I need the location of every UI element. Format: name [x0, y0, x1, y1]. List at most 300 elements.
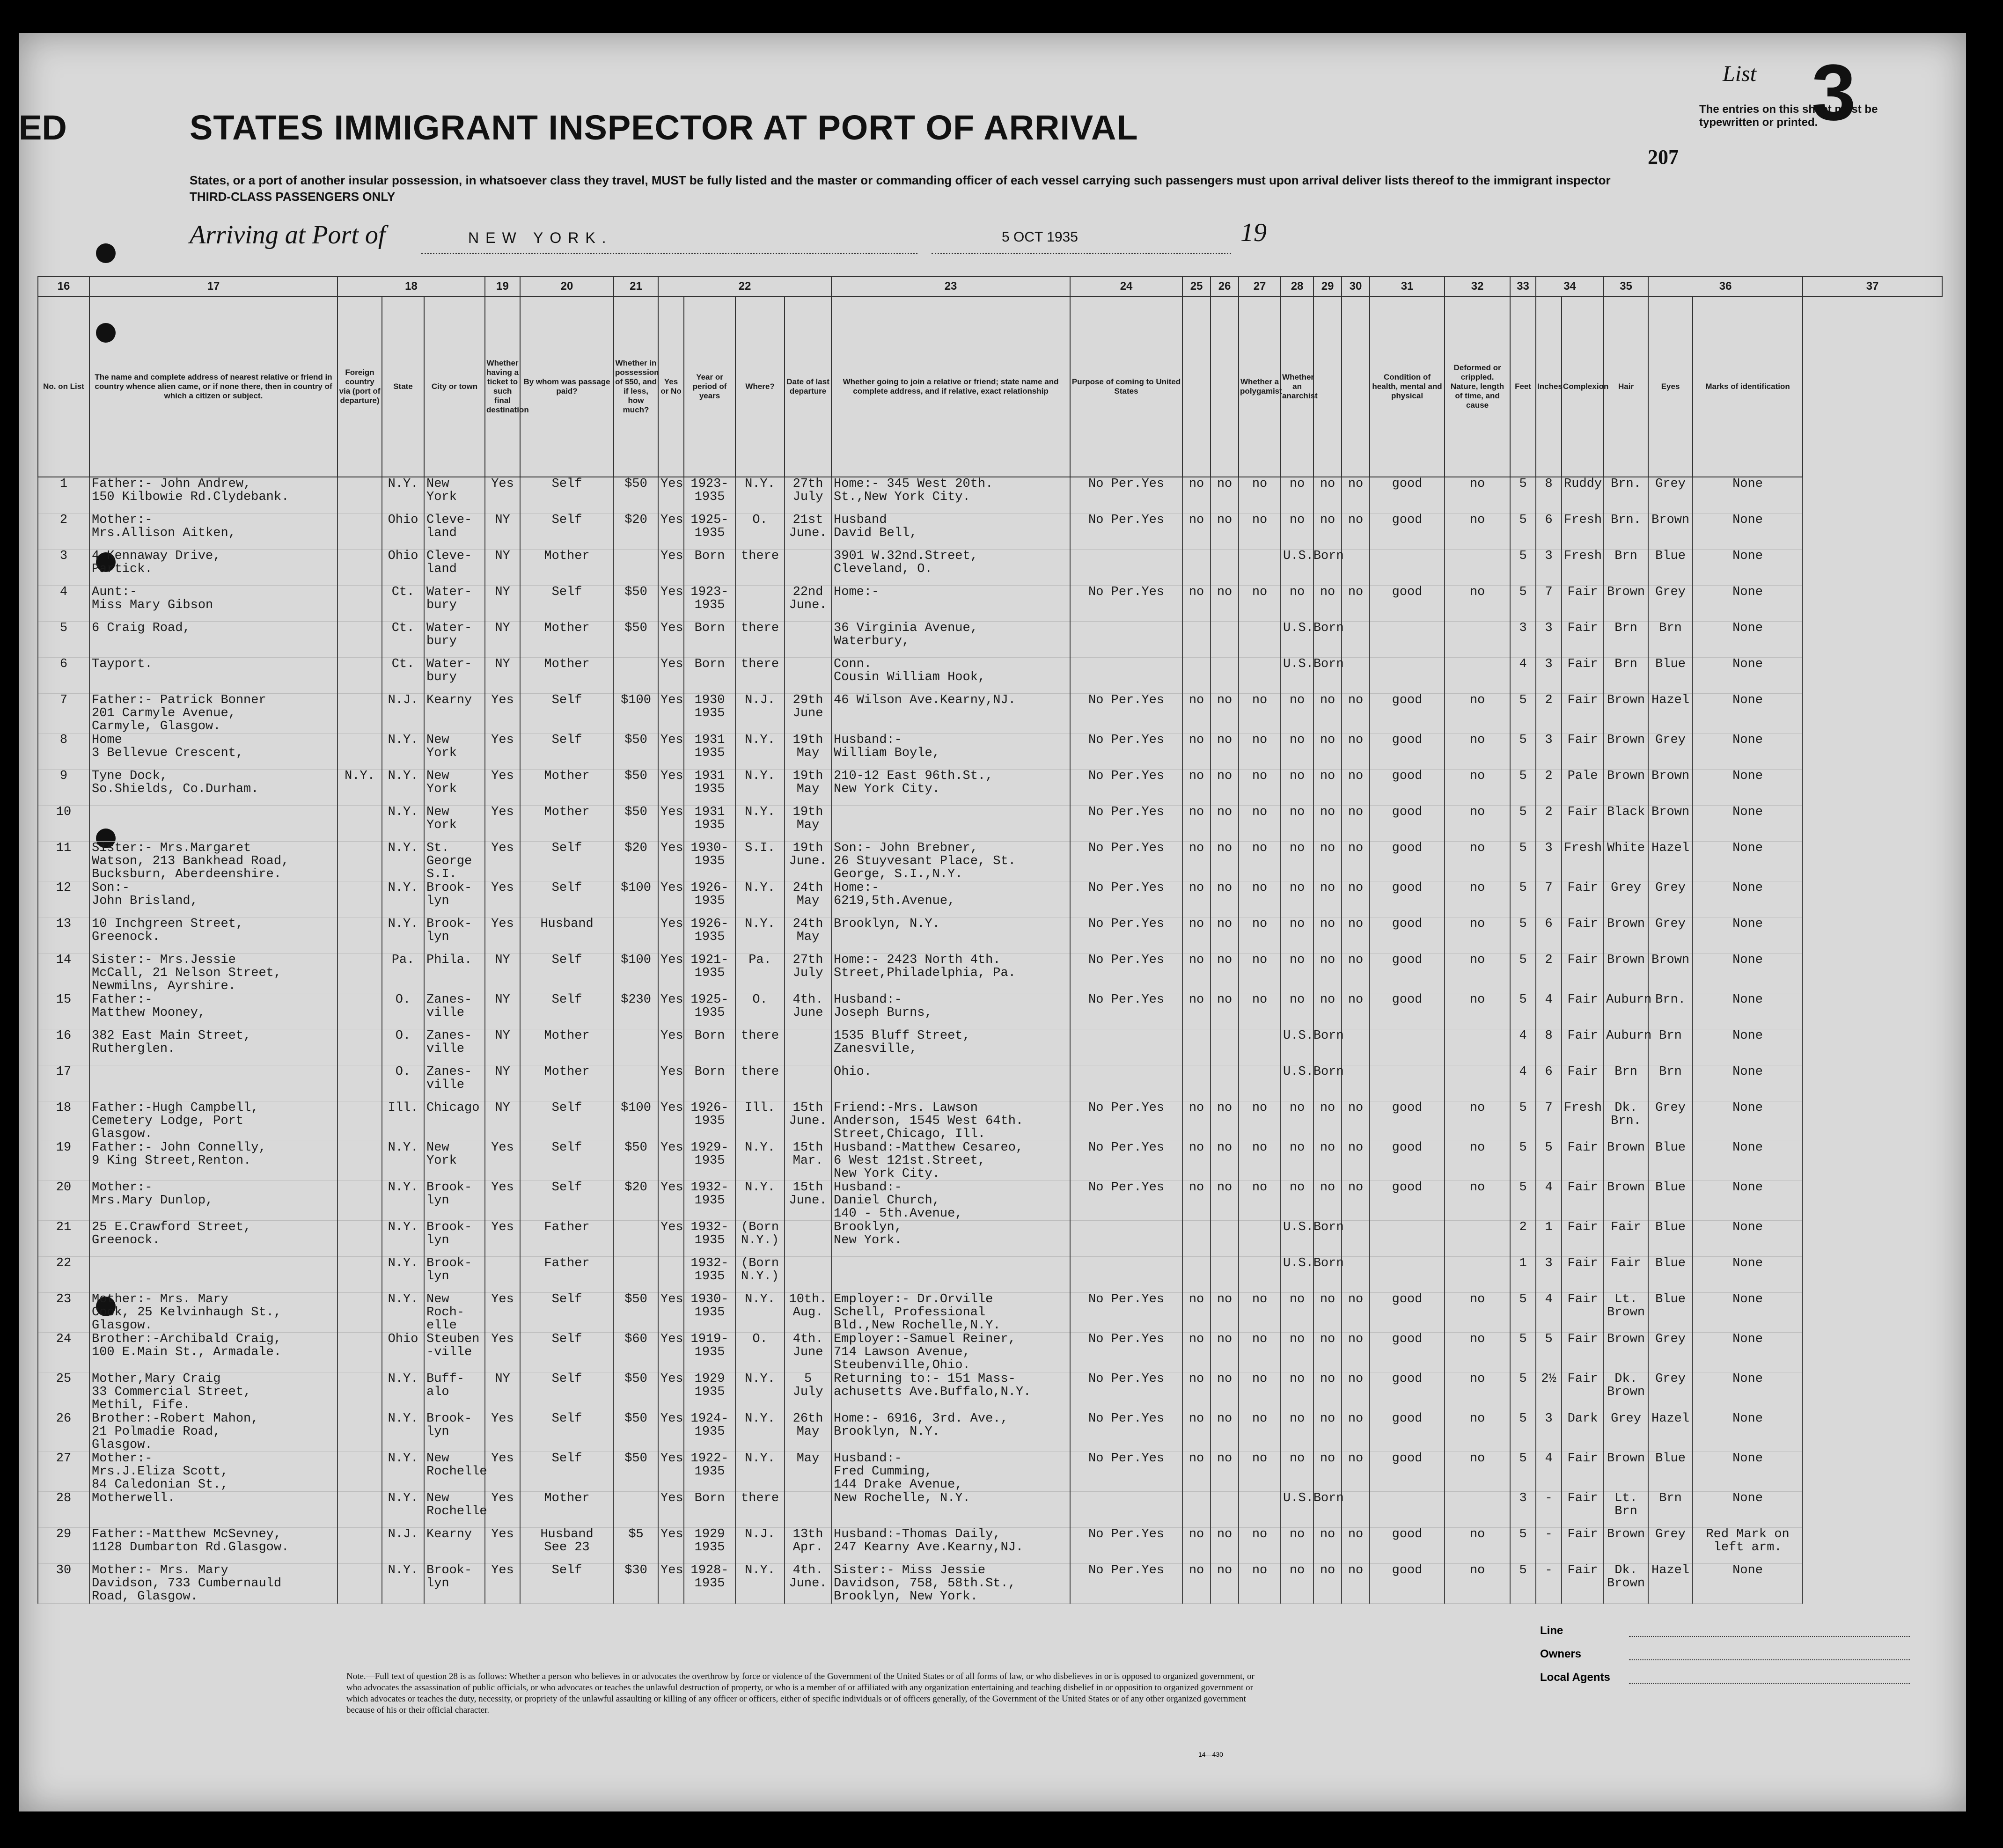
cell-no: 21 — [38, 1221, 89, 1257]
cell-before: Yes — [658, 1181, 684, 1221]
cell-25: no — [1182, 1181, 1211, 1221]
cell-paid: Father — [520, 1221, 614, 1257]
cell-25: no — [1182, 694, 1211, 733]
cell-state: N.Y. — [382, 1564, 424, 1604]
cell-before: Yes — [658, 1101, 684, 1141]
cell-state: N.Y. — [382, 1293, 424, 1333]
cell-state: N.J. — [382, 1528, 424, 1564]
cell-28: U.S.Born — [1281, 658, 1313, 694]
cell-hair: Auburn — [1604, 1029, 1648, 1065]
cell-hair: Brn. — [1604, 513, 1648, 550]
cell-departure: 4th. June — [785, 1333, 831, 1372]
cell-purpose: No Per.Yes — [1070, 1293, 1182, 1333]
cell-marks: None — [1693, 1412, 1803, 1452]
agents-label: Local Agents — [1540, 1671, 1610, 1684]
cell-foreign — [338, 1029, 382, 1065]
cell-29: no — [1313, 1141, 1342, 1181]
cell-eyes: Grey — [1648, 1333, 1693, 1372]
cell-26 — [1211, 658, 1239, 694]
cell-purpose — [1070, 1257, 1182, 1293]
cell-city: New York — [424, 477, 485, 513]
cell-where: O. — [735, 993, 785, 1029]
cell-paid: Self — [520, 477, 614, 513]
cell-state: Ohio — [382, 1333, 424, 1372]
cell-25: no — [1182, 1333, 1211, 1372]
cell-purpose: No Per.Yes — [1070, 1452, 1182, 1492]
cell-feet: 5 — [1510, 550, 1536, 586]
cell-money: $30 — [614, 1564, 658, 1604]
cell-relative: Mother:- Mrs.J.Eliza Scott, 84 Caledonian St., — [89, 1452, 338, 1492]
cell-no: 16 — [38, 1029, 89, 1065]
cell-departure: 24th May — [785, 881, 831, 917]
cell-marks: None — [1693, 1564, 1803, 1604]
cell-joining: 210-12 East 96th.St., New York City. — [831, 770, 1070, 806]
header-polygamist: Whether a polygamist — [1239, 296, 1281, 477]
cell-joining: Husband:-Thomas Daily, 247 Kearny Ave.Kearny,NJ. — [831, 1528, 1070, 1564]
cell-eyes: Grey — [1648, 1101, 1693, 1141]
cell-relative: Father:- John Andrew, 150 Kilbowie Rd.Clydebank. — [89, 477, 338, 513]
cell-complexion: Fair — [1562, 1293, 1604, 1333]
cell-27: no — [1239, 1181, 1281, 1221]
header-complexion: Complexion — [1562, 296, 1604, 477]
cell-inches: 3 — [1536, 842, 1562, 881]
cell-foreign — [338, 806, 382, 842]
cell-joining: 46 Wilson Ave.Kearny,NJ. — [831, 694, 1070, 733]
cell-inches: 3 — [1536, 733, 1562, 770]
cell-state: N.Y. — [382, 1372, 424, 1412]
cell-city: Zanes- ville — [424, 1065, 485, 1101]
cell-28: no — [1281, 1564, 1313, 1604]
cell-foreign — [338, 1101, 382, 1141]
cell-where: there — [735, 1065, 785, 1101]
cell-city: Chicago — [424, 1101, 485, 1141]
cell-feet: 5 — [1510, 733, 1536, 770]
cell-state: N.Y. — [382, 1141, 424, 1181]
cell-28: no — [1281, 513, 1313, 550]
cell-years: 1930- 1935 — [684, 842, 735, 881]
cell-25 — [1182, 622, 1211, 658]
cell-relative: Mother:- Mrs. Mary Cook, 25 Kelvinhaugh St., Glasgow. — [89, 1293, 338, 1333]
cell-28: no — [1281, 1333, 1313, 1372]
cell-inches: 3 — [1536, 550, 1562, 586]
cell-joining: Husband David Bell, — [831, 513, 1070, 550]
cell-complexion: Fair — [1562, 1181, 1604, 1221]
cell-inches: 3 — [1536, 1412, 1562, 1452]
cell-where: there — [735, 658, 785, 694]
cell-departure — [785, 1492, 831, 1528]
cell-27 — [1239, 1029, 1281, 1065]
cell-28: no — [1281, 733, 1313, 770]
cell-departure — [785, 658, 831, 694]
cell-no: 13 — [38, 917, 89, 953]
cell-feet: 4 — [1510, 1029, 1536, 1065]
cell-27: no — [1239, 513, 1281, 550]
cell-complexion: Fair — [1562, 881, 1604, 917]
cell-26: no — [1211, 1564, 1239, 1604]
cell-inches: 7 — [1536, 881, 1562, 917]
cell-eyes: Brn — [1648, 1492, 1693, 1528]
table-row — [38, 1181, 1942, 1221]
cell-eyes: Blue — [1648, 1141, 1693, 1181]
cell-feet: 5 — [1510, 694, 1536, 733]
cell-27: no — [1239, 1528, 1281, 1564]
class-line: THIRD-CLASS PASSENGERS ONLY — [190, 190, 396, 204]
cell-foreign — [338, 953, 382, 993]
cell-27: no — [1239, 1452, 1281, 1492]
cell-departure: 19th May — [785, 770, 831, 806]
cell-complexion: Fair — [1562, 694, 1604, 733]
header-purpose: Purpose of coming to United States — [1070, 296, 1182, 477]
cell-deformed: no — [1445, 1564, 1510, 1604]
cell-feet: 2 — [1510, 1221, 1536, 1257]
cell-city: Water- bury — [424, 622, 485, 658]
cell-25 — [1182, 1065, 1211, 1101]
cell-30-31: no — [1342, 842, 1370, 881]
cell-before — [658, 1257, 684, 1293]
cell-marks: None — [1693, 513, 1803, 550]
cell-health: good — [1370, 477, 1445, 513]
cell-departure: 4th. June — [785, 993, 831, 1029]
cell-27 — [1239, 1492, 1281, 1528]
cell-eyes: Grey — [1648, 1528, 1693, 1564]
cell-feet: 5 — [1510, 953, 1536, 993]
cell-30-31 — [1342, 550, 1370, 586]
cell-26: no — [1211, 1372, 1239, 1412]
cell-marks: None — [1693, 1452, 1803, 1492]
cell-years: Born — [684, 658, 735, 694]
cell-27: no — [1239, 842, 1281, 881]
col-number: 29 — [1313, 277, 1342, 296]
cell-city: Brook- lyn — [424, 881, 485, 917]
cell-no: 29 — [38, 1528, 89, 1564]
cell-30-31 — [1342, 1029, 1370, 1065]
cell-ticket: Yes — [485, 1564, 520, 1604]
col-number: 32 — [1445, 277, 1510, 296]
cell-relative: Mother:- Mrs. Mary Davidson, 733 Cumbernauld Road, Glasgow. — [89, 1564, 338, 1604]
cell-money — [614, 550, 658, 586]
cell-purpose: No Per.Yes — [1070, 1141, 1182, 1181]
cell-foreign — [338, 1528, 382, 1564]
cell-complexion: Fresh — [1562, 550, 1604, 586]
table-row — [38, 993, 1942, 1029]
cell-27: no — [1239, 477, 1281, 513]
cell-complexion: Fair — [1562, 1029, 1604, 1065]
cell-ticket: NY — [485, 622, 520, 658]
cell-paid: Self — [520, 1333, 614, 1372]
cell-30-31: no — [1342, 1372, 1370, 1412]
table-row — [38, 658, 1942, 694]
cell-no: 12 — [38, 881, 89, 917]
cell-26: no — [1211, 1412, 1239, 1452]
cell-joining: Home:- — [831, 586, 1070, 622]
cell-no: 28 — [38, 1492, 89, 1528]
cell-relative: Father:- Matthew Mooney, — [89, 993, 338, 1029]
passenger-manifest-table — [37, 276, 1943, 1604]
cell-feet: 1 — [1510, 1257, 1536, 1293]
cell-26: no — [1211, 1101, 1239, 1141]
cell-city: New York — [424, 770, 485, 806]
cell-inches: 7 — [1536, 586, 1562, 622]
cell-where: N.Y. — [735, 477, 785, 513]
cell-30-31: no — [1342, 917, 1370, 953]
cell-ticket: Yes — [485, 694, 520, 733]
header-col-26 — [1211, 296, 1239, 477]
cell-purpose: No Per.Yes — [1070, 806, 1182, 842]
cell-relative: Son:- John Brisland, — [89, 881, 338, 917]
cell-before: Yes — [658, 1293, 684, 1333]
cell-25 — [1182, 1221, 1211, 1257]
cell-26: no — [1211, 881, 1239, 917]
cell-state: O. — [382, 993, 424, 1029]
cell-ticket: NY — [485, 513, 520, 550]
cell-city: Kearny — [424, 1528, 485, 1564]
cell-city: New York — [424, 1141, 485, 1181]
cell-state: N.J. — [382, 694, 424, 733]
cell-money — [614, 917, 658, 953]
cell-complexion: Fair — [1562, 658, 1604, 694]
cell-years: 1926- 1935 — [684, 881, 735, 917]
cell-purpose: No Per.Yes — [1070, 1181, 1182, 1221]
cell-joining: Returning to:- 151 Mass- achusetts Ave.Buffalo,N.Y. — [831, 1372, 1070, 1412]
cell-26: no — [1211, 917, 1239, 953]
cell-health: good — [1370, 1141, 1445, 1181]
cell-years: 1928- 1935 — [684, 1564, 735, 1604]
cell-30-31: no — [1342, 1293, 1370, 1333]
cell-relative: Father:-Hugh Campbell, Cemetery Lodge, Port Glasgow. — [89, 1101, 338, 1141]
cell-state: O. — [382, 1029, 424, 1065]
cell-marks: None — [1693, 586, 1803, 622]
cell-before: Yes — [658, 550, 684, 586]
cell-years: Born — [684, 1492, 735, 1528]
owners-label: Owners — [1540, 1648, 1582, 1660]
cell-before: Yes — [658, 953, 684, 993]
agents-field[interactable] — [1629, 1683, 1910, 1684]
cell-city: Brook- lyn — [424, 1412, 485, 1452]
cell-where: there — [735, 1029, 785, 1065]
cell-hair: Brown — [1604, 1141, 1648, 1181]
cell-relative: Brother:-Archibald Craig, 100 E.Main St., Armadale. — [89, 1333, 338, 1372]
cell-state: N.Y. — [382, 1412, 424, 1452]
entries-note: The entries on this sheet must be typewritten or printed. — [1699, 103, 1878, 129]
cell-purpose — [1070, 550, 1182, 586]
cell-inches: 4 — [1536, 1293, 1562, 1333]
header-date-departure: Date of last departure — [785, 296, 831, 477]
cell-money — [614, 1065, 658, 1101]
cell-marks: None — [1693, 1141, 1803, 1181]
line-field[interactable] — [1629, 1636, 1910, 1637]
cell-deformed — [1445, 1065, 1510, 1101]
cell-30-31 — [1342, 622, 1370, 658]
cell-paid: Mother — [520, 658, 614, 694]
cell-eyes: Brn — [1648, 1029, 1693, 1065]
cell-before: Yes — [658, 806, 684, 842]
cell-inches: - — [1536, 1492, 1562, 1528]
cell-years: 1923- 1935 — [684, 586, 735, 622]
col-number: 30 — [1342, 277, 1370, 296]
cell-inches: - — [1536, 1528, 1562, 1564]
cell-ticket: Yes — [485, 806, 520, 842]
cell-feet: 5 — [1510, 586, 1536, 622]
cell-purpose: No Per.Yes — [1070, 917, 1182, 953]
cell-ticket: NY — [485, 1065, 520, 1101]
cell-relative: Motherwell. — [89, 1492, 338, 1528]
cell-joining: Home:- 6219,5th.Avenue, — [831, 881, 1070, 917]
cell-years: 1931 1935 — [684, 770, 735, 806]
cell-relative: Aunt:- Miss Mary Gibson — [89, 586, 338, 622]
instruction-text: States, or a port of another insular possession, in whatsoever class they travel, MUST be fully listed and the master or commanding officer of each vessel carrying such passengers must upon arrival deliver lists thereof to the immigrant inspector — [190, 173, 1611, 187]
cell-30-31: no — [1342, 733, 1370, 770]
cell-hair: Brown — [1604, 1528, 1648, 1564]
table-row — [38, 1141, 1942, 1181]
table-row — [38, 770, 1942, 806]
cell-relative: Brother:-Robert Mahon, 21 Polmadie Road, Glasgow. — [89, 1412, 338, 1452]
cell-feet: 5 — [1510, 1372, 1536, 1412]
cell-no: 8 — [38, 733, 89, 770]
cell-29: no — [1313, 1333, 1342, 1372]
cell-state: N.Y. — [382, 1492, 424, 1528]
cell-departure: 26th May — [785, 1412, 831, 1452]
cell-27: no — [1239, 586, 1281, 622]
cell-eyes: Blue — [1648, 550, 1693, 586]
cell-where: N.Y. — [735, 1372, 785, 1412]
cell-state: Ill. — [382, 1101, 424, 1141]
cell-foreign — [338, 622, 382, 658]
cell-departure: 10th. Aug. — [785, 1293, 831, 1333]
manifest-rows — [38, 477, 1942, 1604]
cell-foreign — [338, 733, 382, 770]
cell-inches: 2 — [1536, 770, 1562, 806]
header-height-inches: Inches — [1536, 296, 1562, 477]
cell-29: no — [1313, 1181, 1342, 1221]
cell-purpose: No Per.Yes — [1070, 477, 1182, 513]
cell-inches: 3 — [1536, 1257, 1562, 1293]
cell-inches: 1 — [1536, 1221, 1562, 1257]
cell-eyes: Brown — [1648, 513, 1693, 550]
cell-25 — [1182, 1029, 1211, 1065]
cell-27: no — [1239, 1372, 1281, 1412]
header-state: State — [382, 296, 424, 477]
cell-hair: Brown — [1604, 694, 1648, 733]
cell-feet: 4 — [1510, 658, 1536, 694]
cell-29: no — [1313, 694, 1342, 733]
cell-purpose: No Per.Yes — [1070, 1372, 1182, 1412]
cell-26: no — [1211, 806, 1239, 842]
cell-foreign — [338, 477, 382, 513]
table-row — [38, 1221, 1942, 1257]
cell-no: 27 — [38, 1452, 89, 1492]
header-nearest-relative: The name and complete address of nearest relative or friend in country whence alien came, or if none there, then in country of which a citizen or subject. — [89, 296, 338, 477]
cell-28: no — [1281, 1141, 1313, 1181]
cell-deformed: no — [1445, 586, 1510, 622]
cell-27 — [1239, 658, 1281, 694]
table-row — [38, 733, 1942, 770]
cell-relative: Tyne Dock, So.Shields, Co.Durham. — [89, 770, 338, 806]
cell-eyes: Hazel — [1648, 1564, 1693, 1604]
cell-where: N.Y. — [735, 733, 785, 770]
cell-complexion: Fresh — [1562, 842, 1604, 881]
cell-foreign — [338, 513, 382, 550]
cell-26: no — [1211, 842, 1239, 881]
cell-27: no — [1239, 806, 1281, 842]
cell-before: Yes — [658, 881, 684, 917]
cell-city: New York — [424, 733, 485, 770]
cell-relative — [89, 806, 338, 842]
cell-27 — [1239, 1257, 1281, 1293]
cell-health: good — [1370, 881, 1445, 917]
cell-28: U.S.Born — [1281, 622, 1313, 658]
cell-departure: 19th June. — [785, 842, 831, 881]
col-number: 16 — [38, 277, 89, 296]
cell-joining: 36 Virginia Avenue, Waterbury, — [831, 622, 1070, 658]
cell-state: N.Y. — [382, 477, 424, 513]
cell-26: no — [1211, 953, 1239, 993]
cell-complexion: Fair — [1562, 917, 1604, 953]
cell-29: no — [1313, 1564, 1342, 1604]
cell-paid: Self — [520, 1141, 614, 1181]
cell-25: no — [1182, 586, 1211, 622]
cell-money: $100 — [614, 694, 658, 733]
cell-state: N.Y. — [382, 770, 424, 806]
owners-field[interactable] — [1629, 1659, 1910, 1660]
cell-eyes: Grey — [1648, 733, 1693, 770]
cell-purpose: No Per.Yes — [1070, 842, 1182, 881]
cell-state: O. — [382, 1065, 424, 1101]
cell-inches: 8 — [1536, 1029, 1562, 1065]
cell-eyes: Blue — [1648, 1221, 1693, 1257]
cell-inches: 8 — [1536, 477, 1562, 513]
cell-complexion: Fair — [1562, 806, 1604, 842]
cell-departure: 19th May — [785, 733, 831, 770]
cell-city: Brook- lyn — [424, 1181, 485, 1221]
cell-where: (Born N.Y.) — [735, 1221, 785, 1257]
cell-25 — [1182, 1257, 1211, 1293]
cell-26: no — [1211, 477, 1239, 513]
cell-deformed: no — [1445, 993, 1510, 1029]
cell-complexion: Pale — [1562, 770, 1604, 806]
cell-28: no — [1281, 953, 1313, 993]
cell-26: no — [1211, 1181, 1239, 1221]
cell-health: good — [1370, 806, 1445, 842]
cell-hair: Lt. Brn — [1604, 1492, 1648, 1528]
cell-25 — [1182, 1492, 1211, 1528]
header-where: Where? — [735, 296, 785, 477]
cell-relative: Mother:- Mrs.Allison Aitken, — [89, 513, 338, 550]
cell-paid: Self — [520, 953, 614, 993]
cell-money — [614, 1492, 658, 1528]
cell-28: no — [1281, 586, 1313, 622]
cell-where: N.Y. — [735, 1412, 785, 1452]
cell-state: Ct. — [382, 658, 424, 694]
cell-inches: 3 — [1536, 622, 1562, 658]
col-number: 27 — [1239, 277, 1281, 296]
cell-hair: Grey — [1604, 881, 1648, 917]
cell-money: $50 — [614, 770, 658, 806]
cell-26 — [1211, 550, 1239, 586]
cell-health — [1370, 550, 1445, 586]
cell-before: Yes — [658, 770, 684, 806]
cell-hair: Fair — [1604, 1257, 1648, 1293]
table-row — [38, 1528, 1942, 1564]
page-title: STATES IMMIGRANT INSPECTOR AT PORT OF ARRIVAL — [190, 108, 1138, 147]
cell-feet: 5 — [1510, 1412, 1536, 1452]
cell-money: $50 — [614, 1293, 658, 1333]
cell-ticket: Yes — [485, 1528, 520, 1564]
cell-years: Born — [684, 1029, 735, 1065]
table-row — [38, 694, 1942, 733]
cell-relative — [89, 1065, 338, 1101]
cell-27: no — [1239, 1333, 1281, 1372]
cell-paid: Mother — [520, 550, 614, 586]
